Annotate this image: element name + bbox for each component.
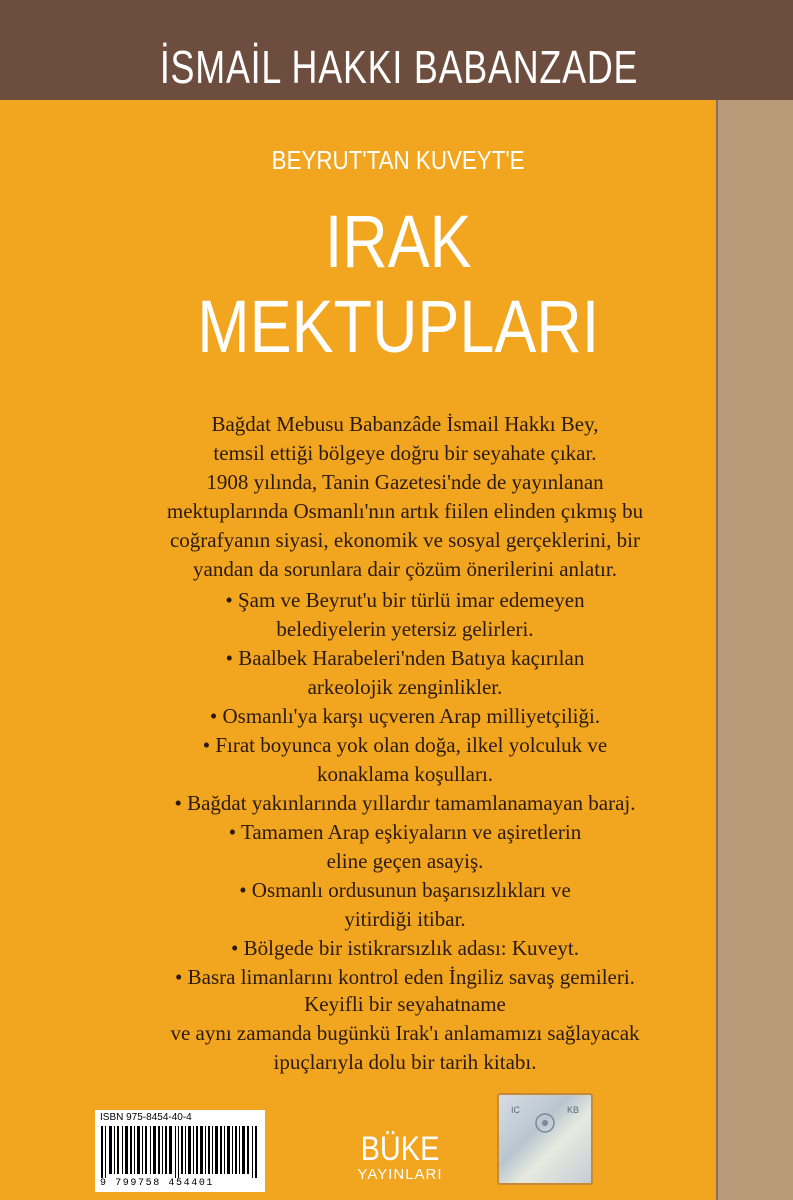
publisher-subtitle: YAYINLARI	[357, 1166, 443, 1183]
closing-paragraph	[110, 990, 700, 1077]
closing-line: ve aynı zamanda bugünkü Irak'ı anlamamızı sağlayacak	[170, 1021, 640, 1045]
highlights-list	[110, 586, 700, 992]
highlight-line: eline geçen asayiş.	[326, 849, 484, 873]
banderol-hologram-sticker	[497, 1093, 593, 1185]
highlight-line: belediyelerin yetersiz gelirleri.	[276, 617, 534, 641]
highlight-line: • Tamamen Arap eşkiyaların ve aşiretlerin	[228, 820, 582, 844]
intro-line: mektuplarında Osmanlı'nın artık fiilen elinden çıkmış bu	[166, 499, 644, 523]
cover-edge-strip	[716, 0, 793, 1200]
closing-line: ipuçlarıyla dolu bir tarih kitabı.	[273, 1050, 537, 1074]
intro-line: coğrafyanın siyasi, ekonomik ve sosyal gerçeklerini, bir	[169, 528, 641, 552]
intro-line: yandan da sorunlara dair çözüm önerilerini anlatır.	[193, 557, 617, 581]
highlight-line: • Fırat boyunca yok olan doğa, ilkel yolculuk ve	[202, 733, 608, 757]
hologram-label-left: IC	[511, 1105, 520, 1115]
highlight-line: • Osmanlı'ya karşı uçveren Arap milliyetçiliği.	[209, 704, 601, 728]
author-name: İSMAİL HAKKI BABANZADE	[159, 41, 639, 93]
barcode-icon	[101, 1126, 259, 1178]
book-title-line-1: IRAK	[324, 200, 472, 283]
highlight-line: • Basra limanlarını kontrol eden İngiliz savaş gemileri.	[175, 965, 635, 989]
highlight-line: • Bölgede bir istikrarsızlık adası: Kuveyt.	[231, 936, 579, 960]
highlight-line: • Şam ve Beyrut'u bir türlü imar edemeyen	[225, 588, 585, 612]
intro-paragraph	[120, 410, 690, 584]
book-subtitle: BEYRUT'TAN KUVEYT'E	[271, 145, 525, 175]
hologram-label-right: KB	[566, 1105, 579, 1115]
intro-line: temsil ettiği bölgeye doğru bir seyahate çıkar.	[213, 441, 597, 465]
barcode-number: 9 799758 454401	[100, 1178, 215, 1189]
intro-line: 1908 yılında, Tanin Gazetesi'nde de yayınlanan	[206, 470, 604, 494]
highlight-line: konaklama koşulları.	[316, 762, 494, 786]
highlight-line: • Bağdat yakınlarında yıllardır tamamlanamayan baraj.	[174, 791, 636, 815]
highlight-line: arkeolojik zenginlikler.	[307, 675, 503, 699]
highlight-line: • Osmanlı ordusunun başarısızlıkları ve	[239, 878, 571, 902]
highlight-line: yitirdiği itibar.	[344, 907, 466, 931]
emblem-icon	[533, 1111, 557, 1135]
closing-line: Keyifli bir seyahatname	[304, 992, 506, 1016]
publisher-name: BÜKE	[360, 1130, 440, 1168]
publisher-logo	[345, 1132, 455, 1184]
book-title-line-2: MEKTUPLARI	[197, 285, 600, 368]
isbn-label: ISBN 975-8454-40-4	[100, 1112, 192, 1123]
highlight-line: • Baalbek Harabeleri'nden Batıya kaçırılan	[225, 646, 585, 670]
isbn-barcode	[95, 1110, 265, 1192]
intro-line: Bağdat Mebusu Babanzâde İsmail Hakkı Bey,	[211, 412, 599, 436]
